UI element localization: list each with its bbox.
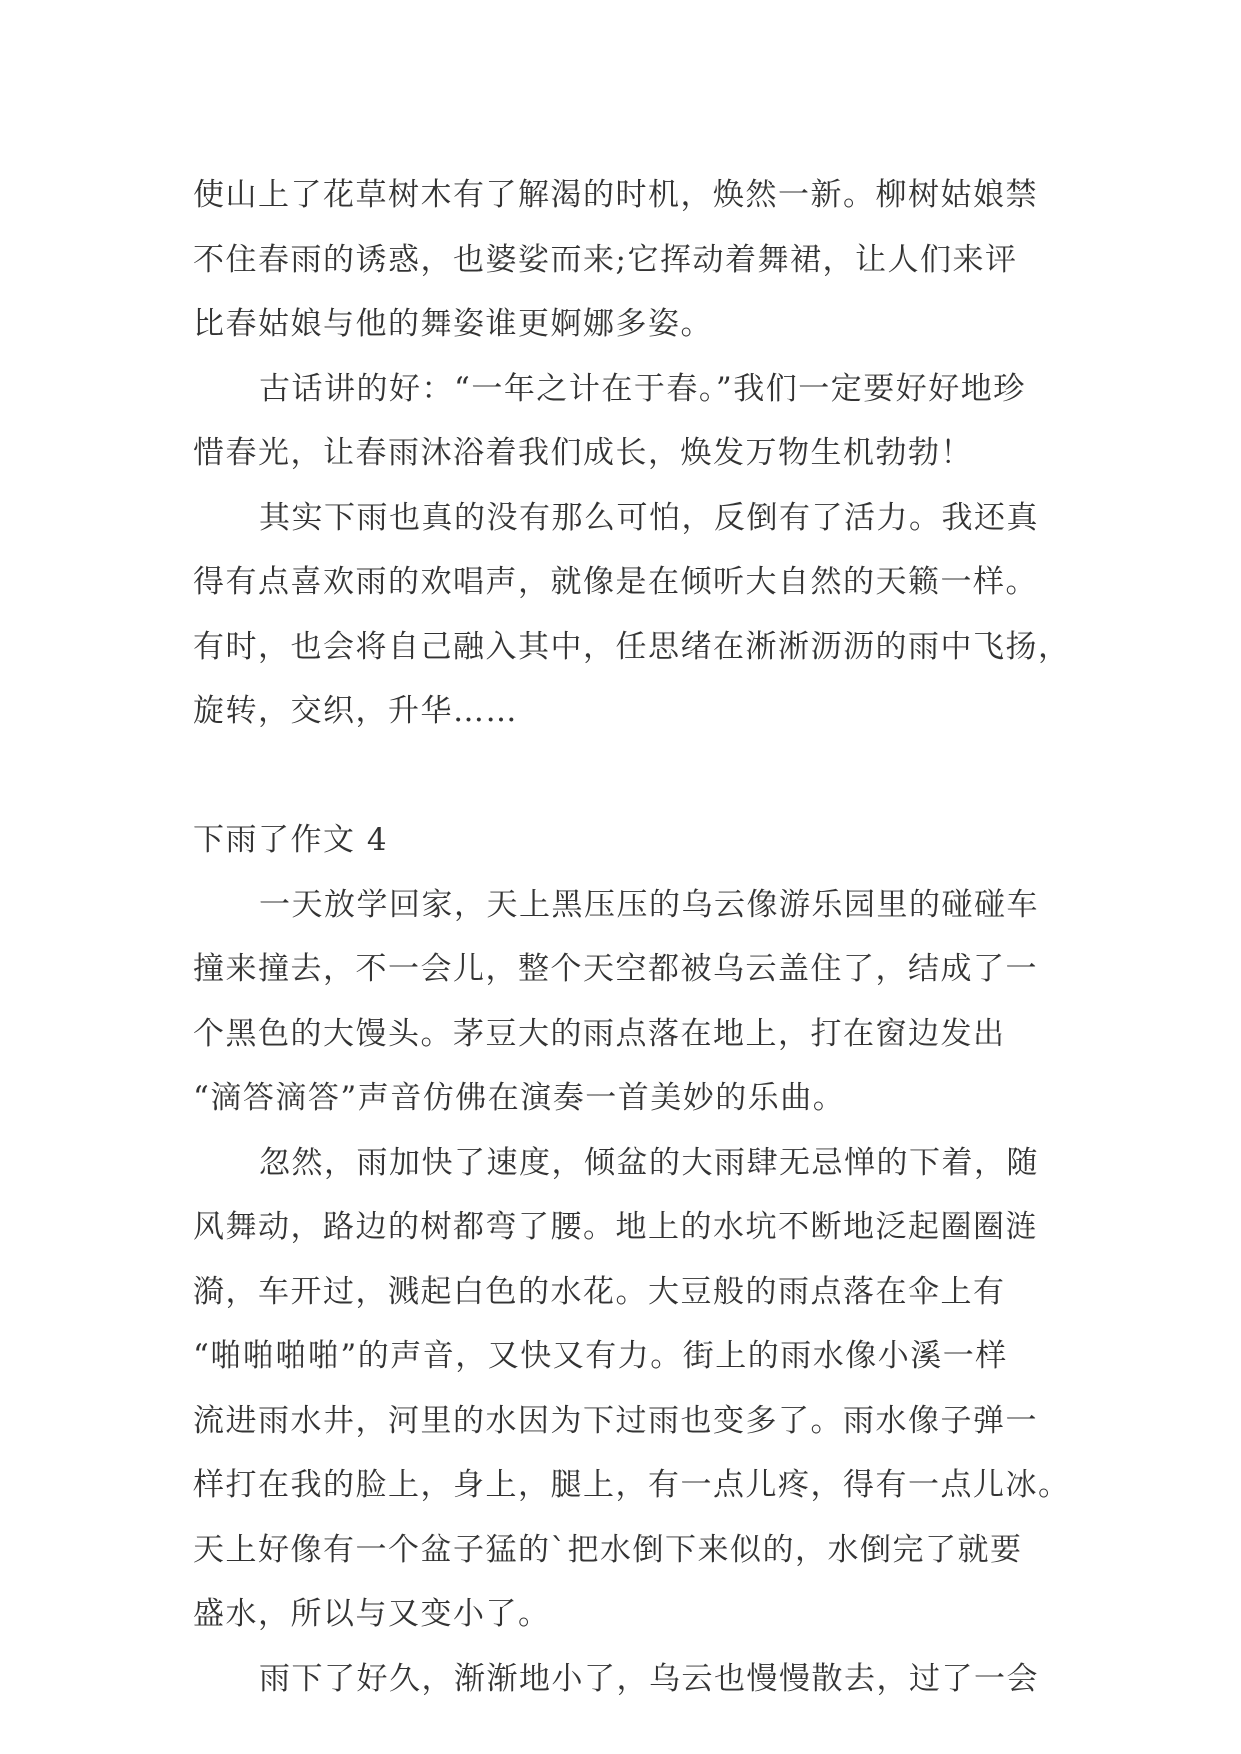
text-line: 惜春光，让春雨沐浴着我们成长，焕发万物生机勃勃！ <box>193 435 973 471</box>
text-line: 不住春雨的诱惑，也婆娑而来;它挥动着舞裙，让人们来评 <box>193 241 1018 278</box>
text-line: 古话讲的好：“一年之计在于春。”我们一定要好好地珍 <box>259 370 1026 407</box>
text-line: 天上好像有一个盆子猛的`把水倒下来似的，水倒完了就要 <box>193 1531 1023 1568</box>
text-line: 使山上了花草树木有了解渴的时机，焕然一新。柳树姑娘禁 <box>193 177 1038 213</box>
paragraph <box>193 1647 1073 1712</box>
text-line: 其实下雨也真的没有那么可怕，反倒有了活力。我还真 <box>259 499 1039 536</box>
text-line: 旋转，交织，升华…… <box>193 693 518 729</box>
text-line: 漪，车开过，溅起白色的水花。大豆般的雨点落在伞上有 <box>193 1273 1006 1310</box>
section-title: 下雨了作文 4 <box>193 822 389 858</box>
text-line: 忽然，雨加快了速度，倾盆的大雨肆无忌惮的下着，随 <box>259 1144 1039 1181</box>
document-body <box>193 163 1073 1711</box>
paragraph <box>193 873 1073 1131</box>
text-line: 样打在我的脸上，身上，腿上，有一点儿疼，得有一点儿冰。 <box>193 1467 1071 1503</box>
text-line: 得有点喜欢雨的欢唱声，就像是在倾听大自然的天籁一样。 <box>193 564 1038 600</box>
text-line: 撞来撞去，不一会儿，整个天空都被乌云盖住了，结成了一 <box>193 951 1038 987</box>
text-line: 雨下了好久，渐渐地小了，乌云也慢慢散去，过了一会 <box>259 1660 1039 1697</box>
section-spacer <box>193 744 1073 809</box>
text-line: 个黑色的大馒头。茅豆大的雨点落在地上，打在窗边发出 <box>193 1015 1006 1052</box>
text-line: 流进雨水井，河里的水因为下过雨也变多了。雨水像子弹一 <box>193 1402 1038 1439</box>
text-line: “啪啪啪啪”的声音，又快又有力。街上的雨水像小溪一样 <box>193 1338 1008 1374</box>
text-line: 比春姑娘与他的舞姿谁更婀娜多姿。 <box>193 306 713 342</box>
text-line: 一天放学回家，天上黑压压的乌云像游乐园里的碰碰车 <box>259 886 1039 923</box>
text-line: 有时，也会将自己融入其中，任思绪在淅淅沥沥的雨中飞扬， <box>193 628 1071 665</box>
paragraph <box>193 486 1073 744</box>
text-line: 风舞动，路边的树都弯了腰。地上的水坑不断地泛起圈圈涟 <box>193 1209 1038 1245</box>
paragraph-continued <box>193 163 1073 357</box>
paragraph <box>193 1131 1073 1647</box>
text-line: 盛水，所以与又变小了。 <box>193 1596 551 1632</box>
paragraph <box>193 357 1073 486</box>
text-line: “滴答滴答”声音仿佛在演奏一首美妙的乐曲。 <box>193 1080 846 1116</box>
